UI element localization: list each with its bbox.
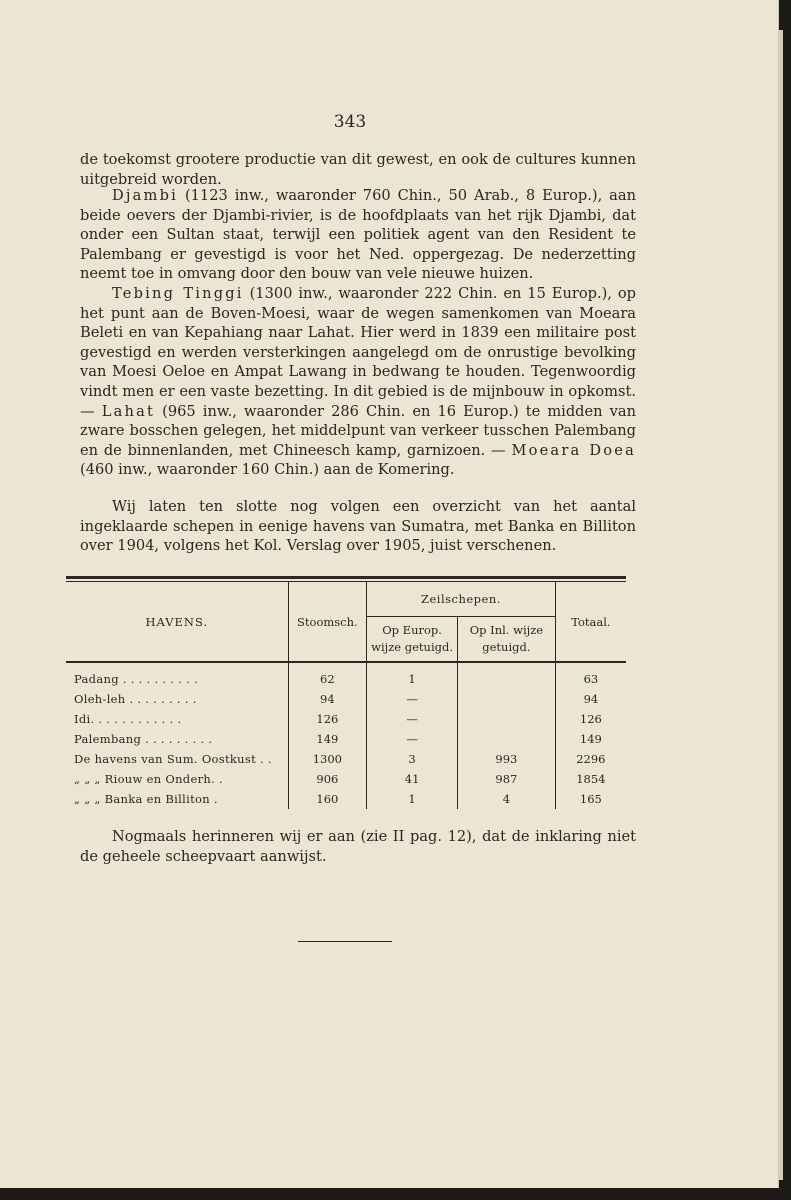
cell-op-inl: 993: [458, 749, 556, 769]
place-name-djambi: Djambi: [112, 187, 178, 204]
paragraph-tebing-tinggi: [80, 284, 636, 480]
place-name-moeara-doea: Moeara Doea: [511, 441, 637, 459]
table-row: [66, 662, 626, 689]
cell-op-inl: [458, 662, 556, 689]
col-header-totaal: Totaal.: [555, 582, 626, 661]
table-row: [66, 729, 626, 749]
cell-op-inl: [458, 729, 556, 749]
paragraph-text: de toekomst grootere productie van dit gewest, en ook de cultures kunnen uitgebreid worden.: [80, 151, 636, 188]
col-header-zeilschepen: Zeilschepen.: [367, 582, 556, 617]
cell-op-europ: —: [367, 689, 458, 709]
paragraph-djambi: [80, 186, 636, 284]
page-number: 343: [333, 112, 367, 132]
table-row: [66, 789, 626, 809]
haven-name: „ „ „ Banka en Billiton .: [74, 792, 218, 806]
table-row: [66, 749, 626, 769]
cell-totaal: 165: [555, 789, 626, 809]
col-header-op-europ: Op Europ. wijze getuigd.: [367, 617, 458, 662]
paragraph-cultures: [80, 150, 636, 189]
cell-op-europ: 41: [367, 769, 458, 789]
cell-stoomsch: 149: [288, 729, 367, 749]
col-header-stoomsch: Stoomsch.: [288, 582, 367, 661]
cell-totaal: 149: [555, 729, 626, 749]
paragraph-text: (965 inw., waaronder 286 Chin. en 16 Europ.) te midden van zware bosschen gelegen, het middelpunt van verkeer tusschen Palembang en de binnenlanden, met Chineesch kamp, garnizoen. —: [80, 402, 636, 459]
table-row: [66, 689, 626, 709]
haven-name: De havens van Sum. Oostkust . .: [74, 752, 272, 766]
cell-stoomsch: 126: [288, 709, 367, 729]
col-header-op-inl: Op Inl. wijze getuigd.: [458, 617, 556, 662]
cell-op-inl: [458, 709, 556, 729]
cell-op-europ: 1: [367, 789, 458, 809]
cell-op-europ: 3: [367, 749, 458, 769]
cell-op-europ: —: [367, 729, 458, 749]
place-name-tebing-tinggi: Tebing Tinggi: [112, 285, 244, 302]
haven-name: Oleh-leh . . . . . . . . .: [74, 692, 197, 706]
cell-op-inl: [458, 689, 556, 709]
cell-op-inl: 4: [458, 789, 556, 809]
table-row: [66, 769, 626, 789]
paragraph-text: (1300 inw., waaronder 222 Chin. en 15 Europ.), op het punt aan de Boven-Moesi, waar de wegen samenkomen van Moeara Beleti en van Kepahiang naar Lahat. Hier werd in 1839 een militaire post gevestigd en werden versterkingen aangelegd om de onrustige bevolking van Moesi Oeloe en Ampat Lawang in bedwang te houden. Tegenwoordig vindt men er een vaste bezetting. In dit gebied is de mijnbouw in opkomst. —: [80, 285, 636, 420]
cell-op-inl: 987: [458, 769, 556, 789]
paragraph-inklaring: [80, 827, 636, 866]
cell-stoomsch: 94: [288, 689, 367, 709]
cell-stoomsch: 1300: [288, 749, 367, 769]
cell-totaal: 1854: [555, 769, 626, 789]
place-name-lahat: Lahat: [101, 402, 156, 420]
haven-name: Palembang . . . . . . . . .: [74, 732, 213, 746]
cell-totaal: 63: [555, 662, 626, 689]
paragraph-text: Nogmaals herinneren wij er aan (zie II pag. 12), dat de inklaring niet de geheele scheepvaart aanwijst.: [80, 828, 636, 865]
cell-stoomsch: 906: [288, 769, 367, 789]
paragraph-text: (460 inw., waaronder 160 Chin.) aan de Komering.: [80, 461, 455, 479]
cell-op-europ: 1: [367, 662, 458, 689]
page-edge: [778, 30, 783, 1180]
section-divider: [298, 941, 392, 942]
haven-name: Idi. . . . . . . . . . . .: [74, 712, 182, 726]
paragraph-text: Wij laten ten slotte nog volgen een overzicht van het aantal ingeklaarde schepen in eenige havens van Sumatra, met Banka en Billiton over 1904, volgens het Kol. Verslag over 1905, juist verschenen.: [80, 498, 636, 555]
paragraph-text: (1123 inw., waaronder 760 Chin., 50 Arab., 8 Europ.), aan beide oevers der Djambi-rivier, is de hoofdplaats van het rijk Djambi, dat onder een Sultan staat, terwijl een politiek agent van den Resident te Palembang er gevestigd is voor het Ned. oppergezag. De nederzetting neemt toe in omvang door den bouw van vele nieuwe huizen.: [80, 187, 636, 283]
table-row: [66, 709, 626, 729]
paragraph-overzicht: [80, 497, 636, 556]
col-header-havens: HAVENS.: [145, 614, 209, 629]
haven-name: „ „ „ Riouw en Onderh. .: [74, 772, 223, 786]
cell-totaal: 94: [555, 689, 626, 709]
cell-stoomsch: 62: [288, 662, 367, 689]
cell-stoomsch: 160: [288, 789, 367, 809]
shipping-table: [66, 576, 626, 809]
cell-totaal: 2296: [555, 749, 626, 769]
cell-totaal: 126: [555, 709, 626, 729]
cell-op-europ: —: [367, 709, 458, 729]
haven-name: Padang . . . . . . . . . .: [74, 672, 198, 686]
